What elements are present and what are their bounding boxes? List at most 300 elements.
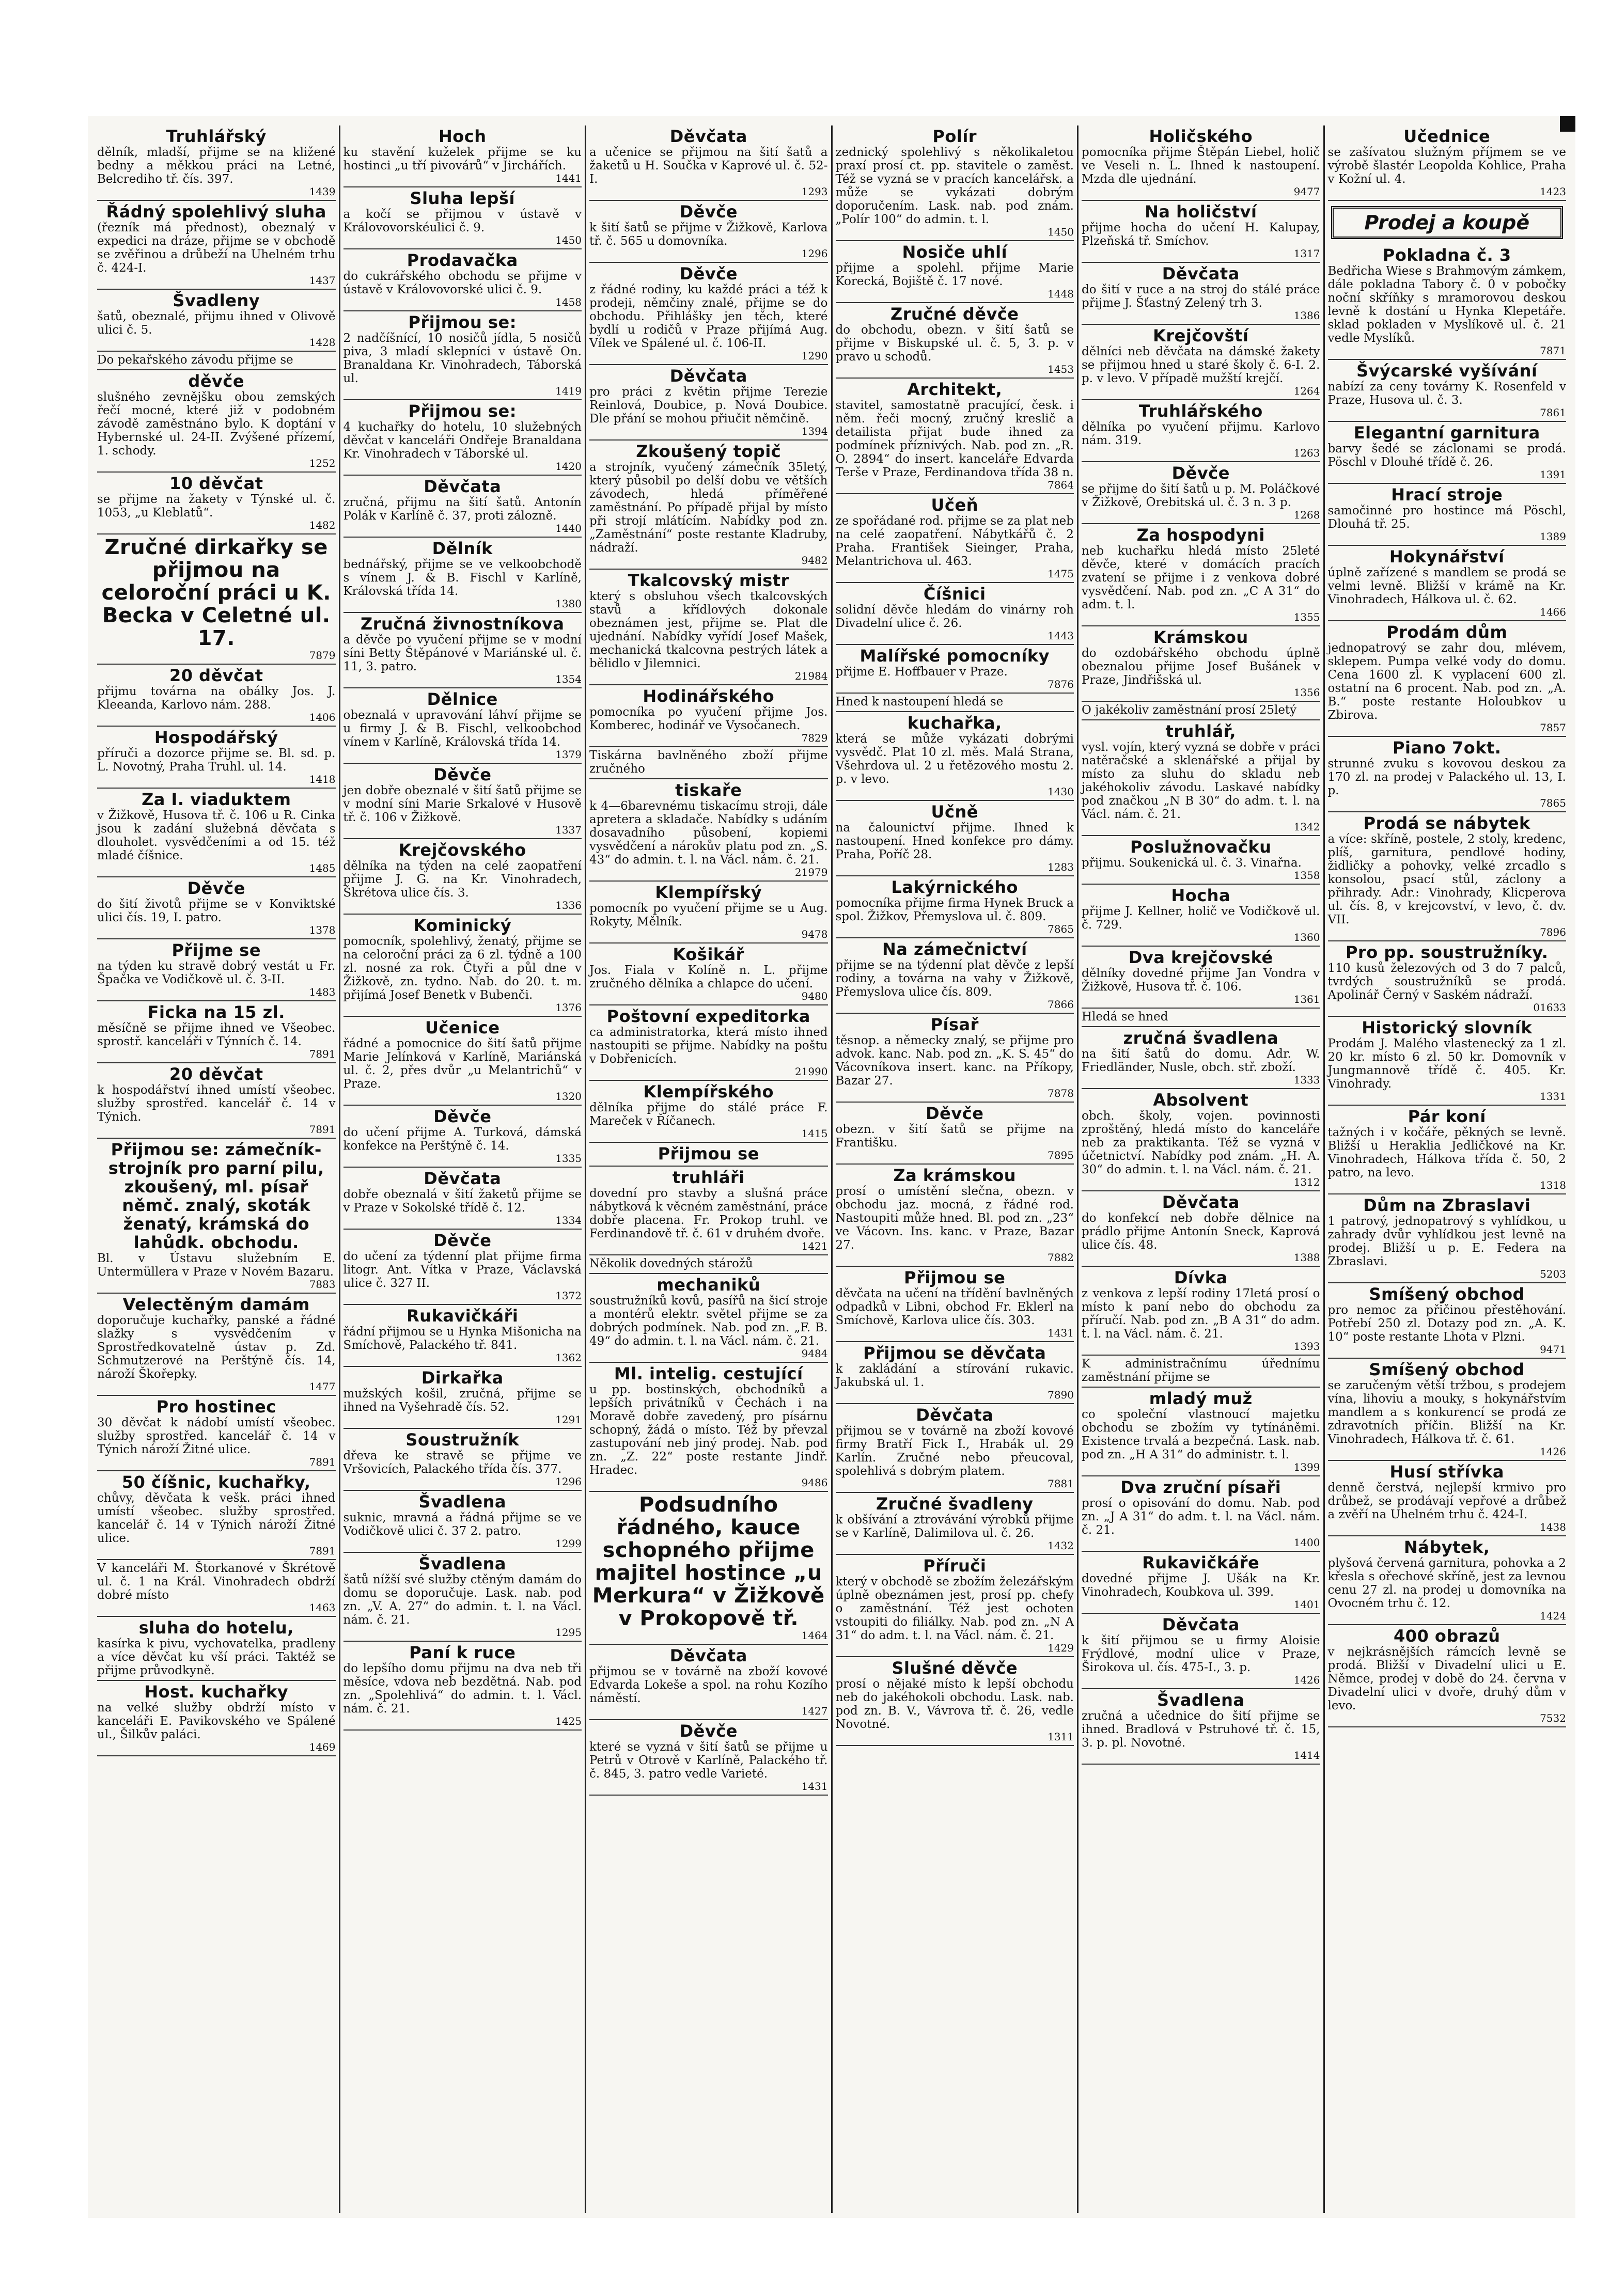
ad-heading: Host. kuchařky (144, 1682, 289, 1702)
classified-ad (836, 1342, 1074, 1404)
ad-heading: Přijmou se děvčata (863, 1343, 1046, 1363)
ad-text: dělníka na týden na celé zaopatření přijme J. G. na Kr. Vinohradech, Škrétova ulice čís. 3. (343, 859, 582, 900)
ad-text: příruči a dozorce přijme se. Bl. sd. p. L. Novotný, Praha Truhl. ul. 14. (97, 747, 336, 774)
ad-text: Tiskárna bavlněného zboží přijme zručného (589, 749, 828, 776)
ad-heading: Děvčata (1162, 264, 1240, 284)
ad-heading: 20 děvčat (169, 666, 263, 685)
ad-text: která se může vykázati dobrými vysvědč. Plat 10 zl. měs. Malá Strana, Všehrdova ul. 2 u řetězového mostu 2. p. v levo. (835, 732, 1074, 786)
ad-number: 7891 (309, 1123, 336, 1136)
ad-heading: truhlář, (1165, 721, 1236, 741)
ad-number: 1337 (555, 824, 582, 836)
ad-number: 7895 (1048, 1149, 1074, 1161)
ad-number: 1420 (555, 460, 582, 473)
ad-heading: Děvče (187, 878, 245, 898)
classified-ad (97, 665, 336, 727)
classified-ad (343, 839, 582, 915)
classified-ad (1328, 737, 1567, 812)
classified-ad (1082, 325, 1320, 400)
ad-text: na šití šatů do domu. Adr. W. Friedländer, Nusle, obch. stř. zboží. (1082, 1047, 1320, 1074)
ad-heading: Poslužnovačku (1130, 837, 1272, 857)
classified-ad (97, 1617, 336, 1681)
ad-text: obch. školy, vojen. povinnosti zproštěný, hledá místo do kanceláře neb za praktikanta. Též se vyzná v účetnictví. Nabídky pod znám. „H. A. 30“ do admin. t. l. na Václ. nám. č. 21. (1082, 1109, 1320, 1176)
classified-ad (836, 303, 1074, 379)
classified-ad (1082, 720, 1320, 836)
ad-text: do konfekcí neb dobře dělnice na prádlo přijme Antonín Sneck, Kaprová ulice čís. 48. (1082, 1212, 1320, 1252)
ad-number: 1312 (1293, 1176, 1320, 1188)
ad-text: Prodám J. Malého vlastenecký za 1 zl. 20 kr. místo 6 zl. 50 kr. Domovník v Jungmannově třídě č. 405. Kr. Vinohrady. (1327, 1037, 1566, 1091)
ad-text: dělníka po vyučení přijmu. Karlovo nám. 319. (1082, 420, 1320, 447)
ad-heading: Rukavičkáři (407, 1306, 519, 1326)
classified-ad (836, 712, 1074, 801)
ad-heading: Řádný spolehlivý sluha (106, 202, 326, 222)
ad-heading: Za hospodyni (1136, 525, 1265, 545)
ad-text: 4 kuchařky do hotelu, 10 služebných děvčat v kanceláři Ondřeje Branaldana Kr. Vinohradech v Táborské ul. (343, 420, 582, 461)
ad-number: 1268 (1293, 509, 1320, 521)
ad-text: mužských košil, zručná, přijme se ihned na Vyšehradě čís. 52. (343, 1387, 582, 1414)
classified-ad (343, 400, 582, 476)
ad-heading: Dva krejčovské (1128, 948, 1273, 967)
ad-heading: Učednice (1403, 127, 1491, 146)
ad-number: 1362 (555, 1351, 582, 1364)
ad-heading: Hokynářství (1389, 547, 1505, 567)
ad-heading: Ml. intelig. cestující (614, 1364, 803, 1383)
ad-number: 1400 (1293, 1536, 1320, 1549)
ad-heading: Učenice (425, 1018, 500, 1037)
ad-number: 1290 (801, 350, 828, 362)
ad-number: 1386 (1293, 309, 1320, 322)
ad-number: 1421 (801, 1240, 828, 1252)
ad-number: 7871 (1540, 344, 1566, 357)
ad-text: slušného zevnějšku obou zemských řečí mocné, které již v podobném závodě zaměstnáno bylo. K doptání v Hybernské ul. 24-II. Zvýšené přízemí, 1. schody. (97, 390, 336, 458)
ad-heading: Hodinářského (643, 686, 775, 706)
ad-heading: 400 obrazů (1393, 1626, 1500, 1646)
classified-ad (343, 1367, 582, 1429)
ad-number: 9478 (801, 928, 828, 940)
ad-number: 5203 (1540, 1268, 1566, 1280)
ad-heading: Kominický (413, 916, 512, 935)
ad-text: pomocníka přijme Štěpán Liebel, holič ve Veseli n. L. Ihned k nastoupení. Mzda dle ujednání. (1082, 146, 1320, 186)
ad-heading: Paní k ruce (409, 1643, 516, 1662)
ad-number: 1296 (801, 247, 828, 260)
ad-heading: Hospodářský (154, 728, 278, 747)
classified-ad (1328, 941, 1567, 1017)
ad-heading: Děvče (433, 1231, 492, 1250)
ad-heading: Tkalcovský mistr (628, 571, 789, 590)
ad-text: pro práci z květin přijme Terezie Reinlová, Doubice, p. Nová Doubice. Dle přání se mohou přiučit němčině. (589, 385, 828, 426)
ad-heading: mechaniků (656, 1275, 761, 1295)
ad-text: dělníka přijme do stálé práce F. Mareček v Říčanech. (589, 1101, 828, 1128)
classified-ad (343, 187, 582, 249)
ad-number: 7879 (309, 649, 336, 662)
ad-heading: Absolvent (1153, 1090, 1249, 1110)
classified-ad (97, 1139, 336, 1294)
ad-number: 1439 (309, 185, 336, 198)
ad-heading: Zručná živnostníkova (361, 614, 565, 634)
ad-heading: Učeň (931, 495, 978, 515)
classified-ad (589, 125, 828, 201)
ad-heading: Děvče (433, 1107, 492, 1126)
ad-heading: Zkoušený topič (636, 442, 781, 461)
ad-number: 1430 (1048, 785, 1074, 798)
ad-heading: Dirkařka (421, 1368, 504, 1388)
classified-ad (1328, 1359, 1567, 1461)
ad-text: (řezník má přednost), obeznalý v expedici na dráze, přijme se v obchodě se zvěřinou a drůbeží na Uhelném trhu č. 424-I. (97, 221, 336, 275)
ad-heading: Holičského (1149, 127, 1253, 146)
ad-heading: Malířské pomocníky (859, 646, 1050, 666)
ad-text: přijme a spolehl. přijme Marie Korecká, Bojiště č. 17 nové. (835, 261, 1074, 288)
classified-ad (97, 534, 336, 665)
ad-number: 1475 (1048, 568, 1074, 580)
ad-number: 21984 (794, 670, 828, 682)
ad-text: denně čerstvá, nejlepší krmivo pro drůbež, se prodávají vepřové a drůbež a zvěří na Uhelném trhu č. 424-I. (1327, 1481, 1566, 1521)
classified-ad (589, 779, 828, 882)
ad-number: 1318 (1540, 1179, 1566, 1191)
classified-ad (836, 694, 1074, 712)
ad-number: 7829 (801, 732, 828, 744)
classified-ad (836, 1493, 1074, 1555)
ad-number: 1401 (1293, 1598, 1320, 1611)
ad-number: 7864 (1048, 479, 1074, 491)
ad-text: do lepšího domu přijmu na dva neb tři měsíce, vdova neb bezdětná. Nab. pod zn. „Spolehlivá“ do admin. t. l. Václ. nám. č. 21. (343, 1662, 582, 1716)
ad-number: 1426 (1293, 1674, 1320, 1686)
ad-heading: Číšnici (923, 584, 986, 604)
ad-heading: Podsudního řádného, kauce schopného přijme majitel hostince „u Merkura“ v Žižkově v Prokopově tř. (592, 1493, 825, 1630)
classified-ad (343, 764, 582, 839)
ad-heading: Sluha lepší (410, 188, 515, 208)
ad-text: pomocníka po vyučení přijme Jos. Komberec, hodinář ve Vysočanech. (589, 705, 828, 732)
ad-number: 1463 (309, 1601, 336, 1614)
ad-heading: Děvčata (669, 127, 747, 146)
classified-ad (836, 1657, 1074, 1746)
ad-text: přijmou se v továrně na zboží kovové firmy Bratří Fick I., Hrabák ul. 29 Karlín. Zručné nebo přeucoval, spolehlivá s dobrým platem. (835, 1424, 1074, 1478)
ad-text: úplně zařízené s mandlem se prodá se velmi levně. Bližší v krámě na Kr. Vinohradech, Hálkova ul. č. 62. (1327, 566, 1566, 606)
ad-number: 1466 (1540, 606, 1566, 618)
ad-text: K administračnímu úřednímu zaměstnání přijme se (1082, 1357, 1320, 1384)
classified-ad (1082, 263, 1320, 325)
ad-number: 9484 (801, 1347, 828, 1360)
ad-number: 1252 (309, 457, 336, 469)
ad-number: 1427 (801, 1705, 828, 1717)
ad-text: 110 kusů železových od 3 do 7 palců, tvrdých soustružníků se prodá. Apolinář Černý v Saském nádraží. (1327, 962, 1566, 1002)
ad-heading: Přijmou se (904, 1268, 1006, 1287)
ad-text: do šití v ruce a na stroj do stálé práce přijme J. Šťastný Zelený trh 3. (1082, 283, 1320, 310)
ad-text: těsnop. a německy znalý, se přijme pro advok. kanc. Nab. pod zn. „K. S. 45“ do Vácovníkova insert. kanc. na Příkopy, Bazar 27. (835, 1034, 1074, 1088)
classified-ad (343, 1106, 582, 1168)
classified-ad (343, 1553, 582, 1642)
classified-ad (97, 1681, 336, 1756)
ad-number: 1334 (555, 1214, 582, 1226)
classified-ad (97, 125, 336, 201)
ad-heading: Pro hostinec (156, 1397, 276, 1417)
ad-number: 1469 (309, 1741, 336, 1753)
classified-ad (1082, 1388, 1320, 1476)
ad-text: zručná a učednice do šití přijme se ihned. Bradlová v Pstruhové tř. č. 15, 3. p. pl. Novotné. (1082, 1709, 1320, 1750)
classified-ad (343, 1230, 582, 1305)
ad-text: a děvče po vyučení přijme se v modní síni Betty Štěpánové v Mariánské ul. č. 11, 3. patro. (343, 633, 582, 673)
classified-ad (589, 1255, 828, 1274)
ad-number: 7532 (1540, 1712, 1566, 1724)
ad-text: k šití přijmou se u firmy Aloisie Frýdlové, modní ulice v Praze, Širokova ul. čís. 475-I., 3. p. (1082, 1634, 1320, 1674)
classified-ad (343, 1429, 582, 1491)
ad-number: 1263 (1293, 447, 1320, 459)
ad-heading: sluha do hotelu, (138, 1618, 294, 1638)
column-2 (340, 125, 587, 2213)
classified-ad (589, 1720, 828, 1796)
ad-text: k šití šatů se přijme v Žižkově, Karlova tř. č. 565 u domovníka. (589, 221, 828, 248)
ad-heading: Děvčata (669, 1646, 747, 1665)
classified-ad (343, 915, 582, 1017)
ad-number: 7883 (309, 1278, 336, 1291)
classified-ad (1328, 621, 1567, 737)
ad-text: Hledá se hned (1082, 1010, 1168, 1024)
ad-heading: Klempířského (643, 1082, 774, 1102)
ad-heading: Prodá se nábytek (1363, 813, 1530, 833)
ad-text: kasírka k pivu, vychovatelka, pradleny a více děvčat ku vší práci. Taktéž se přijme průvodkyně. (97, 1637, 336, 1677)
ad-number: 7866 (1048, 998, 1074, 1011)
ad-text: ze spořádané rod. přijme se za plat neb na celé zaopatření. Nábytkářů č. 2 Praha. František Sieinger, Praha, Melantrichova ul. 463. (835, 514, 1074, 568)
ad-heading: Soustružník (405, 1430, 520, 1450)
ad-heading: kuchařka, (907, 713, 1002, 733)
ad-text: a strojník, vyučený zámečník 35letý, který působil po delší dobu ve větších závodech, hledá příměřené zaměstnání. Po případě přijal by místo při strojí mlátícím. Nabídky pod zn. „Zaměstnání“ poste restante Kladruby, nádraží. (589, 461, 828, 555)
classified-ad (836, 379, 1074, 494)
ad-number: 1424 (1540, 1610, 1566, 1622)
classified-ad (343, 1168, 582, 1230)
ad-heading: Rukavičkáře (1142, 1553, 1260, 1572)
ad-number: 1437 (309, 274, 336, 287)
ad-number: 7896 (1540, 926, 1566, 938)
ad-number: 1438 (1540, 1521, 1566, 1533)
ad-text: přijme hocha do učení H. Kalupay, Plzeňská tř. Smíchov. (1082, 221, 1320, 248)
ad-heading: 10 děvčat (169, 474, 263, 493)
ad-number: 1450 (1048, 226, 1074, 238)
classified-ad (589, 570, 828, 685)
classified-ad (1328, 244, 1567, 360)
ad-number: 1361 (1293, 993, 1320, 1005)
classified-ad (836, 645, 1074, 694)
ad-number: 1333 (1293, 1074, 1320, 1086)
classified-ad (97, 1396, 336, 1471)
ad-number: 7865 (1048, 923, 1074, 935)
ad-number: 1380 (555, 597, 582, 610)
ad-heading: Historický slovník (1362, 1018, 1533, 1037)
ad-text: přijmu továrna na obálky Jos. J. Kleeanda, Karlovo nám. 288. (97, 685, 336, 712)
ad-heading: Polír (932, 127, 977, 146)
classified-ad (97, 473, 336, 534)
ad-number: 1440 (555, 522, 582, 534)
ad-text: plyšová červená garnitura, pohovka a 2 křesla s ořechové skříně, jest za levnou cenu 27 zl. na prodej u domovníka na Ovocném trhu č. 12. (1327, 1556, 1566, 1610)
classified-ad (343, 538, 582, 613)
ad-number: 01633 (1533, 1001, 1566, 1014)
ad-number: 1485 (309, 862, 336, 874)
ad-columns (94, 125, 1569, 2213)
classified-ad (343, 1491, 582, 1553)
ad-text: pomocníka přijme firma Hynek Bruck a spol. Žižkov, Přemyslova ul. č. 809. (835, 897, 1074, 923)
ad-heading: Děvče (1171, 463, 1230, 483)
ad-heading: Piano 7okt. (1393, 738, 1502, 758)
ad-heading: Smíšený obchod (1369, 1284, 1525, 1304)
classified-ad (97, 1294, 336, 1396)
classified-ad (1082, 1009, 1320, 1027)
ad-text: jednopatrový se zahr dou, mlévem, sklepem. Pumpa velké vody do domu. Cena 1600 zl. K vyplacení 600 zl. ostatní na 6 procent. Nab. pod zn. „A. B.“ poste restante Holoubkov u Zbirova. (1327, 641, 1566, 722)
classified-ad (1082, 885, 1320, 947)
ad-number: 1331 (1540, 1090, 1566, 1103)
column-4 (833, 125, 1079, 2213)
ad-text: dovední pro stavby a slušná práce nábytková k věcném zaměstnání, práce dobře placena. Fr. Prokop truhl. ve Ferdinandově tř. č. 61 v druhém dvoře. (589, 1187, 828, 1240)
ad-heading: Švýcarské vyšívání (1356, 361, 1538, 381)
ad-text: ku stavění kuželek přijme se ku hostinci „u tří pivovárů“ v Jirchářích. (343, 146, 582, 172)
classified-ad (343, 476, 582, 538)
ad-text: do obchodu, obezn. v šití šatů se přijme v Biskupské ul. č. 5, 3. p. v pravo u schodů. (835, 323, 1074, 364)
classified-ad (1328, 1283, 1567, 1359)
ad-heading: Dívka (1174, 1268, 1228, 1287)
ad-text: Bl. v Ústavu služebním E. Untermüllera v Praze v Novém Bazaru. (97, 1252, 336, 1279)
ad-text: barvy šedé se záclonami se prodá. Pöschl v Dlouhé třídě č. 26. (1327, 442, 1566, 469)
ad-number: 1317 (1293, 247, 1320, 260)
classified-ad (1328, 422, 1567, 484)
classified-ad (97, 789, 336, 877)
ad-heading: Švadlena (418, 1554, 506, 1574)
classified-ad (343, 1642, 582, 1731)
ad-heading: Děvče (679, 264, 738, 284)
ad-number: 1355 (1293, 611, 1320, 623)
ad-number: 9482 (801, 554, 828, 567)
column-3 (586, 125, 833, 2213)
ad-text: k hospodářství ihned umístí všeobec. služby sprostřed. kancelář č. 14 v Týnich. (97, 1083, 336, 1124)
classified-ad (343, 1305, 582, 1367)
ad-heading: Truhlářský (166, 127, 267, 146)
ad-text: na týden ku stravě dobrý vestát u Fr. Špačka ve Vodičkově ul. č. 3-II. (97, 960, 336, 986)
ad-number: 1388 (1293, 1251, 1320, 1264)
classified-ad (1082, 1614, 1320, 1689)
classified-ad (1082, 1089, 1320, 1191)
ad-text: děvčata na učení na třídění bavlněných odpadků v Libni, obchod Fr. Eklerl na Smíchově, Karlova ulice čís. 303. (835, 1287, 1074, 1327)
ad-number: 1354 (555, 673, 582, 685)
classified-ad (589, 365, 828, 441)
ad-text: samočinné pro hostince má Pöschl, Dlouhá tř. 25. (1327, 504, 1566, 531)
ad-heading: Velectěným damám (122, 1295, 310, 1314)
classified-ad (1082, 836, 1320, 885)
ad-number: 1428 (309, 336, 336, 349)
ad-text: chůvy, děvčata k vešk. práci ihned umístí všeobec. služby sprostřed. kancelář č. 14 v Týnich nároží Žitné ulice. (97, 1491, 336, 1545)
ad-heading: Děvčata (669, 366, 747, 386)
ad-text: a učenice se přijmou na šití šatů a žaketů u H. Součka v Kaprové ul. č. 52-I. (589, 146, 828, 186)
ad-number: 1389 (1540, 530, 1566, 543)
classified-ad (836, 583, 1074, 645)
ad-text: strunné zvuku s kovovou deskou za 170 zl. na prodej v Palackého ul. 13, I. p. (1327, 757, 1566, 797)
ad-text: Několik dovedných stárožů (589, 1257, 753, 1270)
classified-ad (589, 943, 828, 1005)
ad-number: 1441 (555, 172, 582, 184)
ad-heading: Na holičství (1145, 202, 1257, 222)
ad-heading: Švadleny (173, 291, 260, 310)
ad-heading: Děvčata (916, 1405, 994, 1425)
ad-heading: Příruči (923, 1556, 987, 1576)
ad-number: 7861 (1540, 406, 1566, 419)
classified-ad (589, 1274, 828, 1363)
classified-ad (589, 1492, 828, 1645)
ad-number: 7878 (1048, 1087, 1074, 1099)
ad-text: z venkova z lepší rodiny 17letá prosí o místo k paní nebo do obchodu za příručí. Nab. pod zn. „B A 31“ do adm. t. l. na Václ. nám. č. 21. (1082, 1287, 1320, 1341)
classified-ad (97, 1063, 336, 1139)
classified-ad (836, 125, 1074, 241)
ad-heading: Dělník (432, 539, 493, 558)
ad-number: 1320 (555, 1090, 582, 1103)
ad-heading: Lakýrnického (891, 877, 1018, 897)
ad-heading: Pokladna č. 3 (1382, 245, 1511, 265)
ad-number: 1391 (1540, 468, 1566, 481)
classified-ad (1328, 812, 1567, 941)
ad-number: 7891 (309, 1048, 336, 1060)
classified-ad (589, 1363, 828, 1492)
classified-ad (1082, 1027, 1320, 1089)
ad-number: 1432 (1048, 1539, 1074, 1552)
ad-text: se přijme do šití šatů u p. M. Poláčkové v Žižkově, Orebitská ul. č. 3 n. 3 p. (1082, 482, 1320, 509)
ad-heading: Učně (931, 802, 978, 822)
ad-text: co společní vlastnoucí majetku obchodu se zbožím vy tytínáněmi. Existence trvalá a bezpečná. Lask. nab. pod zn. „H A 31“ do administr. t. l. (1082, 1408, 1320, 1461)
ad-number: 1458 (555, 296, 582, 308)
ad-text: doporučuje kuchařky, panské a řádné slažky s vysvědčením v Sprostředkovatelně ústav p. Zd. Schmutzerové na Perštýně čís. 14, nároží Škořepky. (97, 1314, 336, 1381)
ad-number: 1394 (801, 425, 828, 437)
ad-heading: Husí střívka (1389, 1462, 1505, 1482)
ad-number: 1431 (1048, 1327, 1074, 1339)
ad-heading: Prodám dům (1386, 622, 1508, 642)
ad-heading: Dům na Zbraslavi (1363, 1196, 1531, 1215)
classified-ad (1328, 546, 1567, 621)
ad-heading: Klempířský (655, 883, 762, 902)
ad-heading: Pro pp. soustružníky. (1346, 942, 1549, 962)
ad-number: 1450 (555, 234, 582, 246)
classified-ad (589, 1081, 828, 1143)
classified-ad (589, 1167, 828, 1255)
classified-ad (1082, 524, 1320, 626)
ad-heading: Zručné dirkařky se přijmou na celoroční práci u K. Becka v Celetné ul. 17. (101, 536, 331, 650)
classified-ad (343, 125, 582, 187)
ad-heading: Hoch (438, 127, 487, 146)
classified-ad (1328, 1536, 1567, 1625)
ad-number: 1414 (1293, 1749, 1320, 1762)
ad-text: dělník, mladší, přijme se na kližené bedny a měkkou práci na Letné, Belcrediho tř. čís. 397. (97, 146, 336, 186)
ad-number: 21990 (794, 1065, 828, 1078)
classified-ad (1082, 1191, 1320, 1267)
ad-text: který s obsluhou všech tkalcovských stavů a křídlových dokonale obeznámen jest, přijme se. Plat dle ujednání. Nabídky vyřídí Josef Mašek, mechanická tkalcovna pestrých látek a bělidlo v Jilemnici. (589, 590, 828, 670)
ad-text: soustružníků kovů, pasířů na šicí stroje a montérů elektr. světel přijme se za dobrých podmínek. Nab. pod zn. „F. B. 49“ do admin. t. l. na Václ. nám. č. 21. (589, 1294, 828, 1348)
ad-heading: Děvčata (424, 1169, 502, 1188)
classified-ad (589, 263, 828, 365)
ad-heading: tiskaře (675, 780, 742, 800)
ad-text: obeznalá v upravování láhví přijme se u firmy J. & B. Fischl, velkoobchod vínem v Karlíně, Královská třída 14. (343, 709, 582, 749)
ad-text: z řádné rodiny, ku každé práci a též k prodeji, němčiny znalé, přijme se do obchodu. Přihlášky jen těch, které bydlí u rodičů v Praze přijímá Aug. Vílek ve Spálené ul. č. 106-II. (589, 283, 828, 350)
classified-ad (343, 1017, 582, 1106)
ad-text: pomocník, spolehlivý, ženatý, přijme se na celoroční práci za 6 zl. týdně a 100 zl. nosné za rok. Čtyři a půl dne v Žižkově, zn. tydno. Nab. do 20. t. m. přijímá Josef Benetk v Bubenči. (343, 935, 582, 1002)
ad-text: V kanceláři M. Štorkanové v Škrétově ul. č. 1 na Král. Vinohradech obdrží dobré místo (97, 1562, 336, 1602)
ad-text: prosí o opisování do domu. Nab. pod zn. „J A 31“ do adm. t. l. na Václ. nám. č. 21. (1082, 1497, 1320, 1537)
ad-number: 1342 (1293, 821, 1320, 833)
ad-text: bednářský, přijme se ve velkoobchodě s vínem J. & B. Fischl v Karlíně, Královská třída 14. (343, 558, 582, 598)
ad-heading: Na zámečnictví (882, 939, 1027, 959)
ad-number: 7882 (1048, 1251, 1074, 1264)
ad-text: na čalounictví přijme. Ihned k nastoupení. Hned konfekce pro dámy. Praha, Poříč 28. (835, 821, 1074, 861)
ad-text: 1 patrový, jednopatrový s vyhlídkou, u zahrady dvůr vyhlídkou jest levně na prodej. Bližší u p. E. Federa na Zbraslavi. (1327, 1215, 1566, 1268)
ad-number: 1264 (1293, 385, 1320, 397)
ad-text: řádní přijmou se u Hynka Mišonicha na Smíchově, Palackého tř. 841. (343, 1325, 582, 1352)
ad-number: 1477 (309, 1380, 336, 1393)
ad-text: přijme se na týdenní plat děvče z lepší rodiny, a továrna na vahy v Žižkově, Přemyslova ulice čís. 809. (835, 958, 1074, 999)
ad-text: do učení za týdenní plat přijme firma litogr. Ant. Vítka v Praze, Václavská ulice č. 327 II. (343, 1250, 582, 1290)
ad-heading: 20 děvčat (169, 1064, 263, 1084)
ad-number: 1415 (801, 1127, 828, 1140)
classified-ad (343, 688, 582, 764)
ad-heading: Dva zruční písaři (1120, 1477, 1281, 1497)
